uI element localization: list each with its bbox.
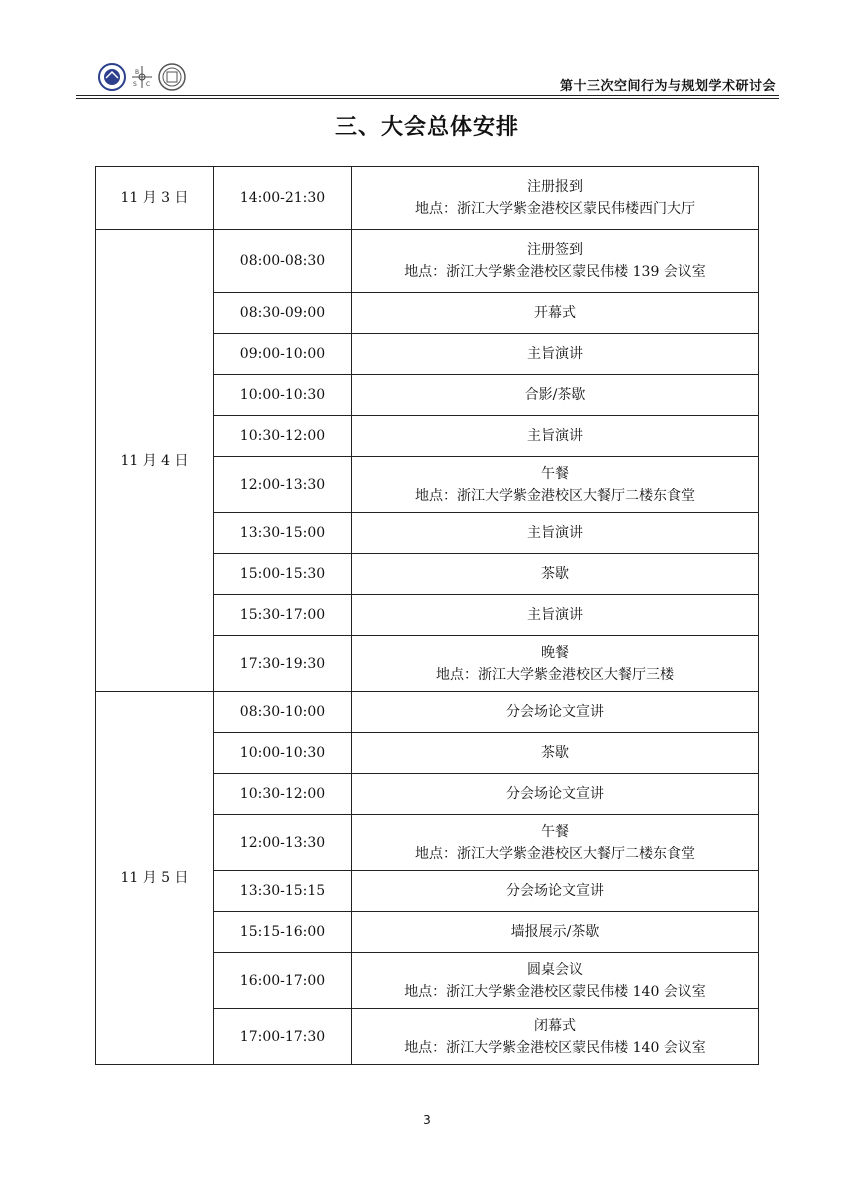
time-cell: 15:15-16:00: [214, 912, 352, 953]
event-cell: [352, 334, 759, 375]
society-emblem-logo: [159, 64, 185, 90]
logo-letter-c: C: [146, 81, 151, 88]
event-name: 分会场论文宣讲: [506, 883, 604, 899]
date-cell: 11 月 4 日: [96, 230, 214, 692]
event-cell: [352, 375, 759, 416]
event-name: 主旨演讲: [527, 428, 583, 444]
event-cell: [352, 871, 759, 912]
schedule-row: [96, 167, 759, 230]
time-cell: 10:00-10:30: [214, 733, 352, 774]
event-cell: [352, 554, 759, 595]
time-cell: 15:30-17:00: [214, 595, 352, 636]
event-location: 地点：浙江大学紫金港校区蒙民伟楼 140 会议室: [404, 1039, 706, 1056]
event-location: 地点：浙江大学紫金港校区蒙民伟楼 139 会议室: [404, 264, 706, 280]
event-name: 分会场论文宣讲: [506, 786, 604, 802]
time-cell: 12:00-13:30: [214, 815, 352, 871]
logo-letter-b: B: [135, 69, 140, 76]
section-title: 三、大会总体安排: [334, 115, 519, 140]
university-seal-logo: [99, 64, 125, 90]
event-name: 茶歇: [541, 566, 569, 582]
event-cell: [352, 595, 759, 636]
logo-letter-s: S: [133, 81, 137, 88]
event-cell: [352, 912, 759, 953]
time-cell: 09:00-10:00: [214, 334, 352, 375]
event-cell: [352, 815, 759, 871]
event-cell: [352, 733, 759, 774]
event-cell: [352, 457, 759, 513]
event-location: 地点：浙江大学紫金港校区蒙民伟楼 140 会议室: [404, 983, 706, 1000]
time-cell: 16:00-17:00: [214, 953, 352, 1009]
event-cell: [352, 416, 759, 457]
event-cell: [352, 293, 759, 334]
page-number: 3: [423, 1113, 431, 1127]
time-cell: 15:00-15:30: [214, 554, 352, 595]
event-name: 墙报展示/茶歇: [510, 924, 600, 940]
event-location: 地点：浙江大学紫金港校区蒙民伟楼西门大厅: [415, 201, 695, 217]
event-name: 主旨演讲: [527, 607, 583, 623]
event-name: 晚餐: [541, 644, 569, 661]
event-name: 开幕式: [534, 305, 576, 321]
time-cell: 08:00-08:30: [214, 230, 352, 293]
header-title: 第十三次空间行为与规划学术研讨会: [559, 79, 776, 94]
event-cell: [352, 167, 759, 230]
event-cell: [352, 1009, 759, 1065]
time-cell: 08:30-09:00: [214, 293, 352, 334]
schedule-row: [96, 230, 759, 293]
event-name: 注册报到: [527, 179, 583, 195]
event-name: 注册签到: [527, 242, 583, 258]
event-name: 午餐: [541, 823, 569, 840]
time-cell: 17:30-19:30: [214, 636, 352, 692]
time-cell: 13:30-15:15: [214, 871, 352, 912]
conference-emblem-logo: [132, 66, 152, 88]
header-rule: [76, 95, 779, 96]
event-location: 地点：浙江大学紫金港校区大餐厅二楼东食堂: [415, 845, 695, 862]
time-cell: 08:30-10:00: [214, 692, 352, 733]
date-cell: 11 月 5 日: [96, 692, 214, 1065]
event-name: 茶歇: [541, 745, 569, 761]
header-logos: [98, 62, 208, 92]
time-cell: 12:00-13:30: [214, 457, 352, 513]
event-name: 主旨演讲: [527, 525, 583, 541]
header-rule-secondary: [76, 98, 779, 99]
event-cell: [352, 636, 759, 692]
time-cell: 13:30-15:00: [214, 513, 352, 554]
event-location: 地点：浙江大学紫金港校区大餐厅三楼: [436, 666, 674, 683]
event-name: 分会场论文宣讲: [506, 704, 604, 720]
event-cell: [352, 692, 759, 733]
event-name: 午餐: [541, 465, 569, 482]
event-name: 合影/茶歇: [524, 387, 586, 403]
time-cell: 10:30-12:00: [214, 416, 352, 457]
event-name: 闭幕式: [534, 1017, 576, 1034]
schedule-body: [96, 167, 759, 1065]
event-name: 圆桌会议: [527, 961, 583, 978]
time-cell: 17:00-17:30: [214, 1009, 352, 1065]
schedule-row: [96, 692, 759, 733]
event-cell: [352, 513, 759, 554]
event-cell: [352, 953, 759, 1009]
time-cell: 14:00-21:30: [214, 167, 352, 230]
schedule-table: [95, 166, 759, 1065]
event-name: 主旨演讲: [527, 346, 583, 362]
event-location: 地点：浙江大学紫金港校区大餐厅二楼东食堂: [415, 487, 695, 504]
date-cell: 11 月 3 日: [96, 167, 214, 230]
time-cell: 10:30-12:00: [214, 774, 352, 815]
event-cell: [352, 230, 759, 293]
event-cell: [352, 774, 759, 815]
time-cell: 10:00-10:30: [214, 375, 352, 416]
